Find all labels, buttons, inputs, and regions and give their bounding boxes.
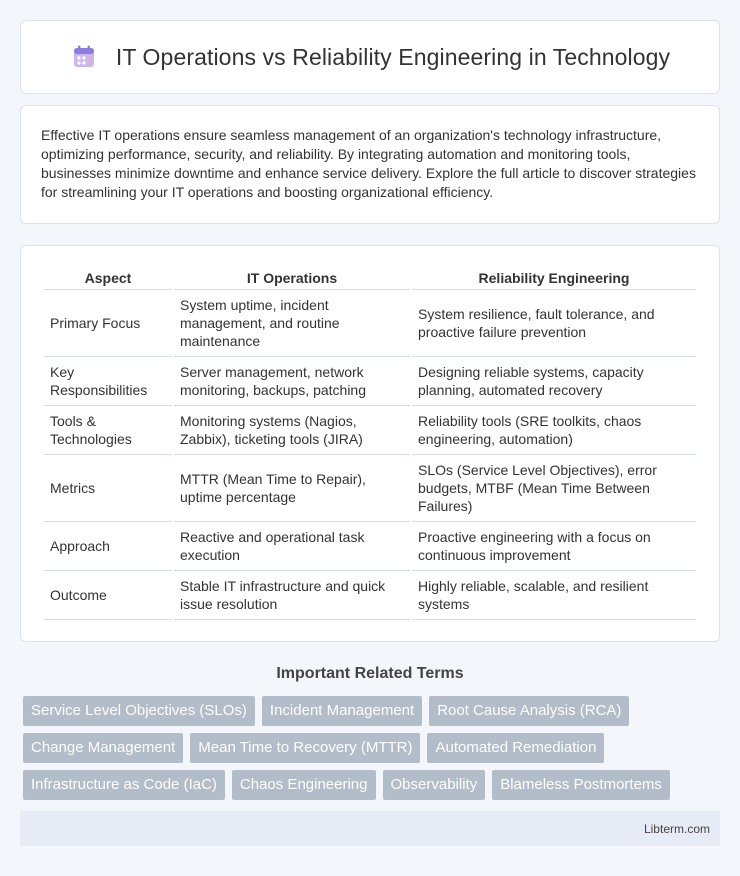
- related-term-tag[interactable]: Mean Time to Recovery (MTTR): [190, 733, 420, 763]
- header-reliability-engineering: Reliability Engineering: [412, 266, 696, 290]
- table-row: [44, 522, 696, 571]
- comparison-table: [42, 266, 698, 620]
- cell-reliability: SLOs (Service Level Objectives), error budgets, MTBF (Mean Time Between Failures): [412, 455, 696, 522]
- cell-it-operations: Server management, network monitoring, backups, patching: [174, 357, 410, 406]
- cell-it-operations: Monitoring systems (Nagios, Zabbix), ticketing tools (JIRA): [174, 406, 410, 455]
- table-row: [44, 455, 696, 522]
- table-row: [44, 290, 696, 357]
- cell-aspect: Metrics: [44, 455, 172, 522]
- header-aspect: Aspect: [44, 266, 172, 290]
- footer-brand-link[interactable]: Libterm.com: [643, 821, 710, 836]
- cell-reliability: Reliability tools (SRE toolkits, chaos engineering, automation): [412, 406, 696, 455]
- cell-aspect: Tools & Technologies: [44, 406, 172, 455]
- cell-reliability: System resilience, fault tolerance, and proactive failure prevention: [412, 290, 696, 357]
- footer: [20, 811, 720, 846]
- intro-text: Effective IT operations ensure seamless management of an organization's technology infrastructure, optimizing performance, security, and reliability. By integrating automation and monitoring tools, businesses minimize downtime and enhance service delivery. Explore the full article to discover strategies for streamlining your IT operations and boosting organizational efficiency.: [41, 127, 696, 200]
- table-header-row: [44, 266, 696, 290]
- cell-reliability: Highly reliable, scalable, and resilient systems: [412, 571, 696, 620]
- related-term-tag[interactable]: Change Management: [23, 733, 183, 763]
- related-term-tag[interactable]: Blameless Postmortems: [492, 770, 670, 800]
- cell-it-operations: System uptime, incident management, and routine maintenance: [174, 290, 410, 357]
- related-term-tag[interactable]: Incident Management: [262, 696, 422, 726]
- related-term-tag[interactable]: Infrastructure as Code (IaC): [23, 770, 225, 800]
- calendar-icon: [70, 43, 98, 71]
- intro-card: [20, 105, 720, 224]
- related-term-tag[interactable]: Root Cause Analysis (RCA): [429, 696, 629, 726]
- related-term-tag[interactable]: Observability: [383, 770, 486, 800]
- table-row: [44, 571, 696, 620]
- table-row: [44, 357, 696, 406]
- page-title: IT Operations vs Reliability Engineering in Technology: [115, 43, 671, 70]
- table-row: [44, 406, 696, 455]
- cell-reliability: Designing reliable systems, capacity planning, automated recovery: [412, 357, 696, 406]
- cell-it-operations: MTTR (Mean Time to Repair), uptime percentage: [174, 455, 410, 522]
- cell-aspect: Key Responsibilities: [44, 357, 172, 406]
- cell-reliability: Proactive engineering with a focus on continuous improvement: [412, 522, 696, 571]
- related-terms-title: Important Related Terms: [276, 665, 464, 682]
- header-card: [20, 20, 720, 94]
- cell-aspect: Outcome: [44, 571, 172, 620]
- cell-it-operations: Reactive and operational task execution: [174, 522, 410, 571]
- cell-aspect: Approach: [44, 522, 172, 571]
- related-term-tag[interactable]: Automated Remediation: [427, 733, 604, 763]
- cell-aspect: Primary Focus: [44, 290, 172, 357]
- cell-it-operations: Stable IT infrastructure and quick issue resolution: [174, 571, 410, 620]
- comparison-table-card: [20, 245, 720, 642]
- related-term-tag[interactable]: Chaos Engineering: [232, 770, 376, 800]
- related-terms-list: [20, 696, 720, 800]
- header-it-operations: IT Operations: [174, 266, 410, 290]
- related-term-tag[interactable]: Service Level Objectives (SLOs): [23, 696, 255, 726]
